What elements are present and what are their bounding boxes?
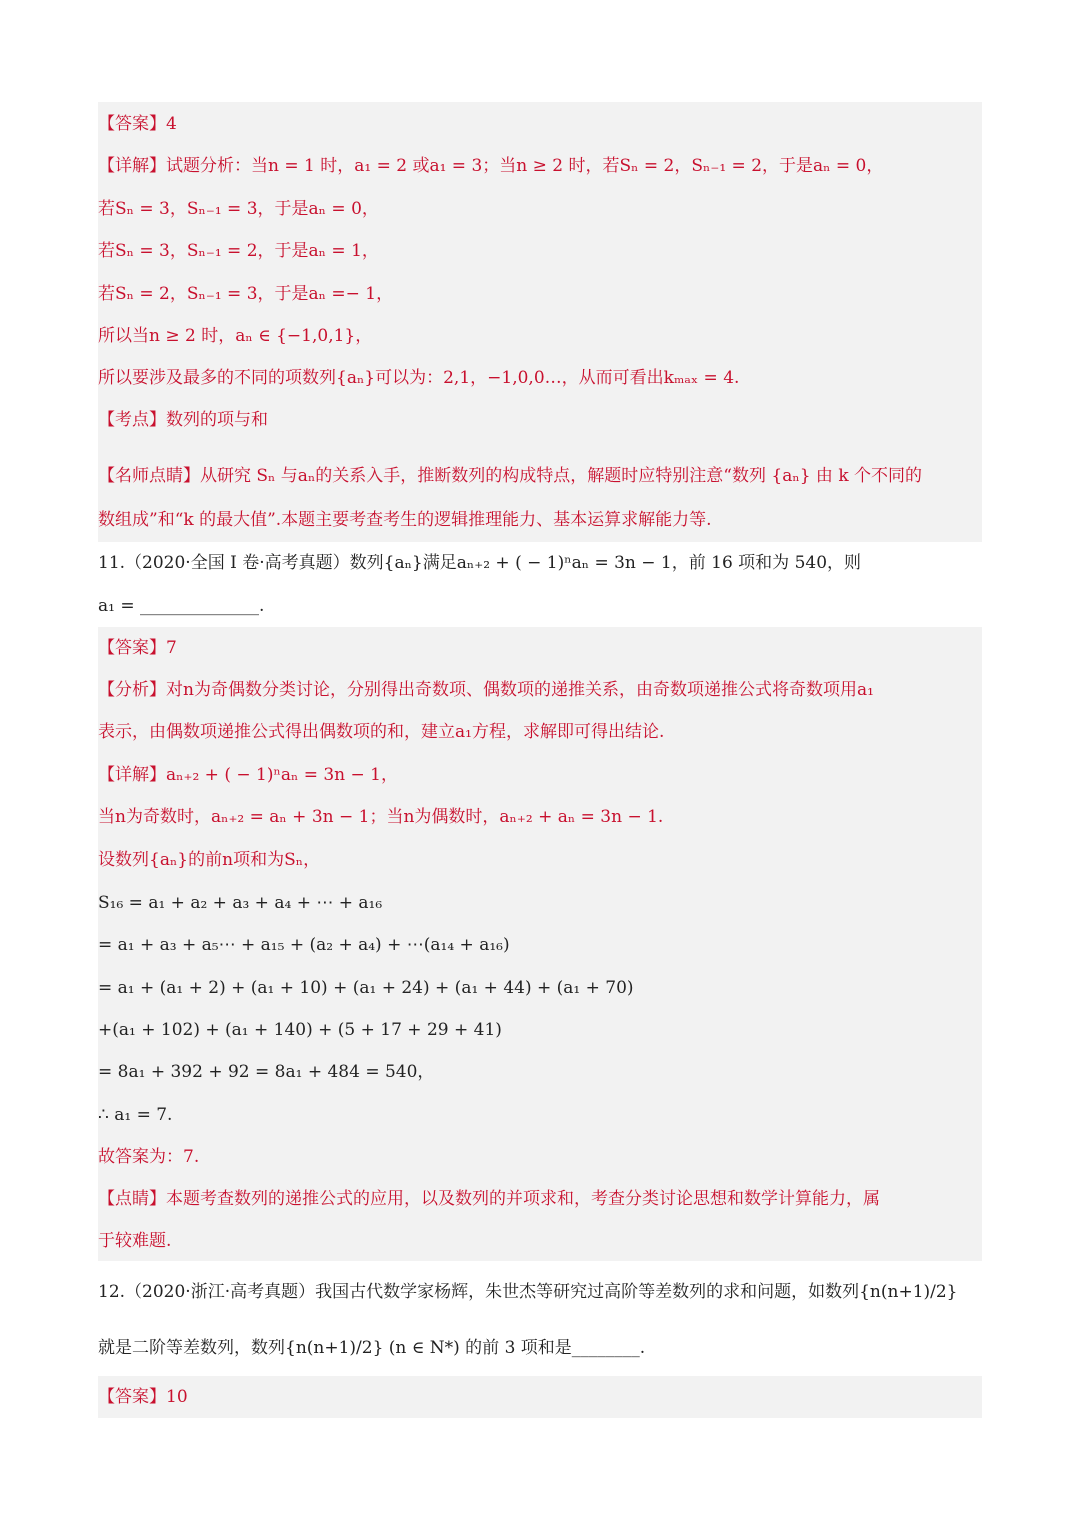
detail-line: 所以要涉及最多的不同的项数列{aₙ}可以为：2,1，−1,0,0…，从而可看出kₘₐₓ = 4. (98, 368, 740, 388)
question-12-stem: 就是二阶等差数列，数列{n(n+1)/2} (n ∈ N*) 的前 3 项和是________. (98, 1338, 646, 1358)
analysis-line: 【分析】对n为奇偶数分类讨论，分别得出奇数项、偶数项的递推关系，由奇数项递推公式将奇数项用a₁ (98, 680, 874, 700)
detail-line: 若Sₙ = 3，Sₙ₋₁ = 3，于是aₙ = 0， (98, 199, 379, 219)
answer-line: 【答案】4 (98, 114, 177, 134)
equation-line: S₁₆ = a₁ + a₂ + a₃ + a₄ + ⋯ + a₁₆ (98, 893, 383, 913)
analysis-line: 表示，由偶数项递推公式得出偶数项的和，建立a₁方程，求解即可得出结论. (98, 722, 665, 742)
teacher-note-line: 数组成”和“k 的最大值”.本题主要考查考生的逻辑推理能力、基本运算求解能力等. (98, 510, 712, 530)
teacher-note-line: 【名师点睛】从研究 Sₙ 与aₙ的关系入手，推断数列的构成特点，解题时应特别注意“数列 {aₙ} 由 k 个不同的 (98, 466, 923, 486)
question-11-stem: 11.（2020·全国 I 卷·高考真题）数列{aₙ}满足aₙ₊₂ + ( − 1)ⁿaₙ = 3n − 1，前 16 项和为 540，则 (98, 553, 862, 573)
question-12-stem: 12.（2020·浙江·高考真题）我国古代数学家杨辉，朱世杰等研究过高阶等差数列的求和问题，如数列{n(n+1)/2} (98, 1282, 958, 1302)
equation-line: = a₁ + a₃ + a₅⋯ + a₁₅ + (a₂ + a₄) + ⋯(a₁₄ + a₁₆) (98, 935, 510, 955)
detail-line: 【详解】试题分析：当n = 1 时，a₁ = 2 或a₁ = 3；当n ≥ 2 时，若Sₙ = 2，Sₙ₋₁ = 2，于是aₙ = 0， (98, 156, 884, 176)
detail-line: 【详解】aₙ₊₂ + ( − 1)ⁿaₙ = 3n − 1， (98, 765, 398, 785)
answer-line: 【答案】10 (98, 1387, 188, 1407)
detail-line: 若Sₙ = 3，Sₙ₋₁ = 2，于是aₙ = 1， (98, 241, 379, 261)
detail-line: 设数列{aₙ}的前n项和为Sₙ， (98, 850, 321, 870)
equation-line: = 8a₁ + 392 + 92 = 8a₁ + 484 = 540， (98, 1062, 435, 1082)
equation-line: = a₁ + (a₁ + 2) + (a₁ + 10) + (a₁ + 24) + (a₁ + 44) + (a₁ + 70) (98, 978, 634, 998)
remark-line: 于较难题. (98, 1231, 172, 1251)
equation-line: ∴ a₁ = 7. (98, 1105, 173, 1125)
equation-line: +(a₁ + 102) + (a₁ + 140) + (5 + 17 + 29 + 41) (98, 1020, 502, 1040)
final-answer-line: 故答案为：7. (98, 1147, 200, 1167)
remark-line: 【点睛】本题考查数列的递推公式的应用，以及数列的并项求和，考查分类讨论思想和数学计算能力，属 (98, 1189, 880, 1209)
detail-line: 若Sₙ = 2，Sₙ₋₁ = 3，于是aₙ =− 1， (98, 284, 394, 304)
detail-line: 所以当n ≥ 2 时，aₙ ∈ {−1,0,1}， (98, 326, 373, 346)
question-11-blank: a₁ = ______________. (98, 596, 265, 616)
detail-line: 当n为奇数时，aₙ₊₂ = aₙ + 3n − 1；当n为偶数时，aₙ₊₂ + aₙ = 3n − 1. (98, 807, 664, 827)
key-point-line: 【考点】数列的项与和 (98, 410, 268, 430)
answer-line: 【答案】7 (98, 638, 177, 658)
